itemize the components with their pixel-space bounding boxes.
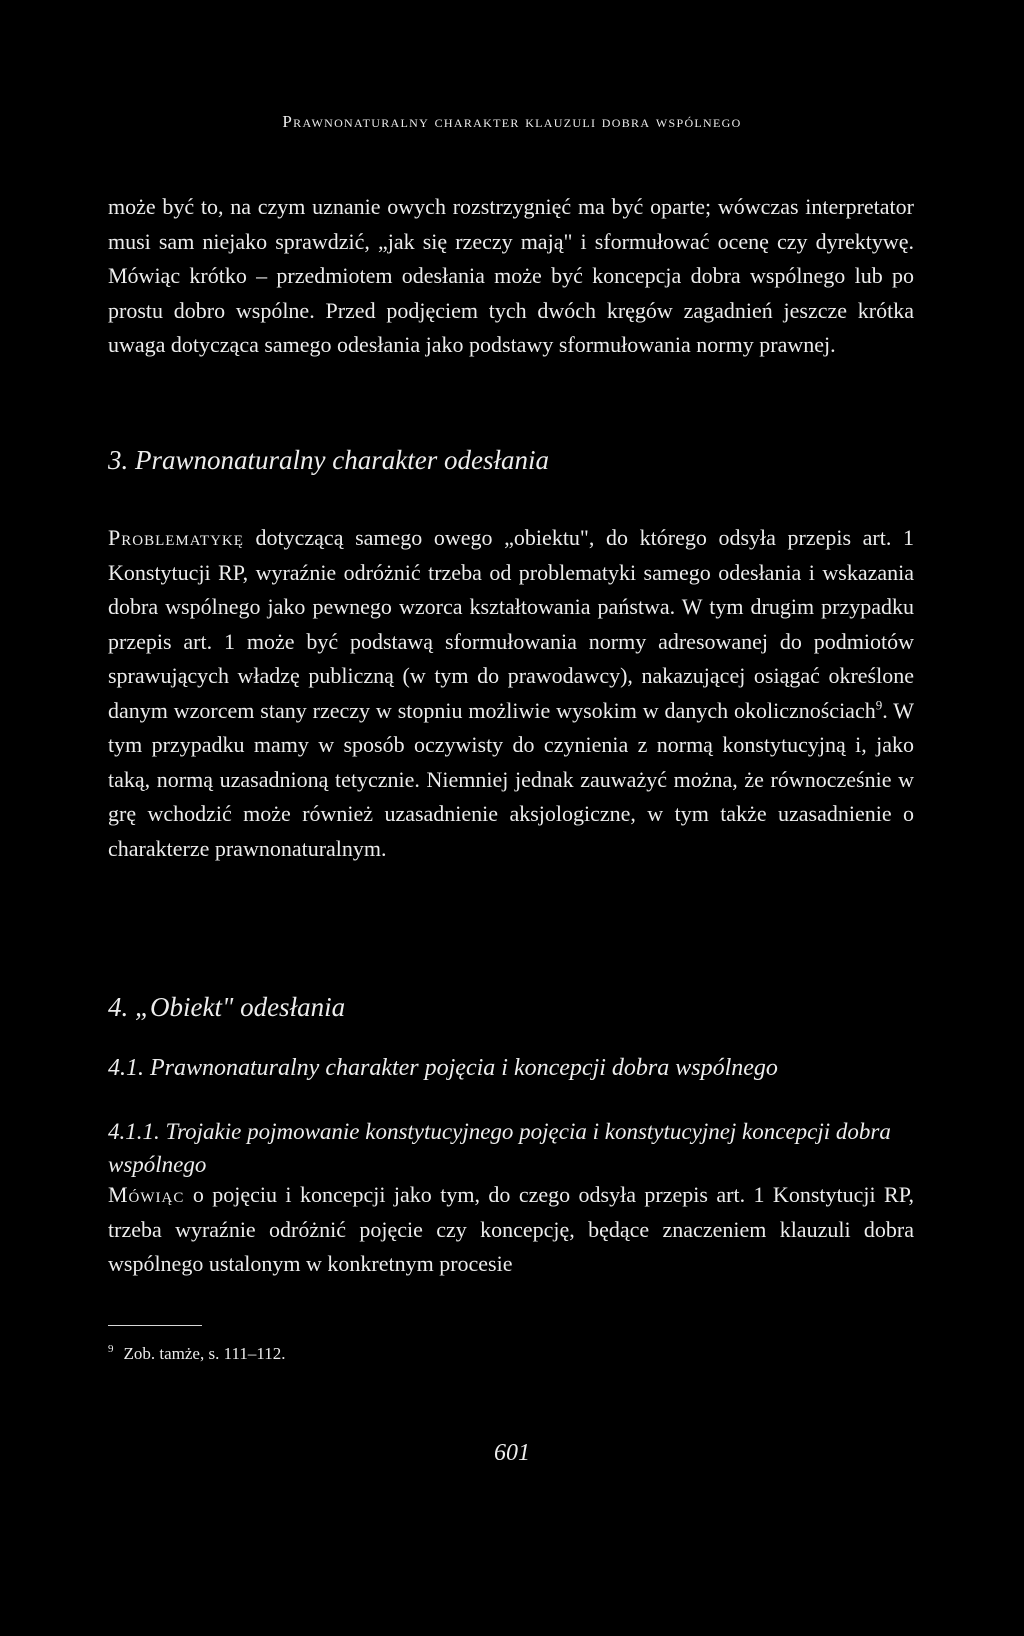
paragraph-3-text: o pojęciu i koncepcji jako tym, do czego odsyła przepis art. 1 Konstytucji RP, trzeba wyraźnie odróżnić pojęcie czy koncepcję, będące znaczeniem klauzuli dobra wspólnego ustalonym w konkretnym procesie: [108, 1182, 914, 1276]
page-number: 601: [494, 1440, 530, 1466]
paragraph-3-lead: Mówiąc: [108, 1182, 185, 1207]
footnote-reference: 9: [875, 697, 883, 713]
paragraph-problematyke: [108, 521, 914, 866]
section-4-heading: 4. „Obiekt" odesłania: [108, 992, 346, 1022]
paragraph-2: [108, 521, 914, 866]
paragraph-2-text-a: dotyczącą samego owego „obiektu", do którego odsyła przepis art. 1 Konstytucji RP, wyraźnie odróżnić trzeba od problematyki samego odesłania i wskazania dobra wspólnego jako pewnego wzorca kształtowania państwa. W tym drugim przypadku przepis art. 1 może być podstawą sformułowania normy adresowanej do podmiotów sprawujących władzę publiczną (w tym do prawodawcy), nakazującej osiągać określone danym wzorcem stany rzeczy w stopniu możliwie wysokim w danych okolicznościach: [108, 525, 914, 723]
footnote-text: Zob. tamże, s. 111–112.: [123, 1344, 286, 1363]
footnote-divider: [108, 1325, 202, 1326]
footnote-mark: 9: [108, 1343, 114, 1356]
paragraph-2-lead: Problematykę: [108, 525, 244, 550]
paragraph-1: może być to, na czym uznanie owych rozstrzygnięć ma być oparte; wówczas interpretator musi sam niejako sprawdzić, „jak się rzeczy mają" i sformułować ocenę czy dyrektywę. Mówiąc krótko – przedmiotem odesłania może być koncepcja dobra wspólnego lub po prostu dobro wspólne. Przed podjęciem tych dwóch kręgów zagadnień jeszcze krótka uwaga dotycząca samego odesłania jako podstawy sformułowania normy prawnej.: [108, 194, 914, 357]
running-head: Prawnonaturalny charakter klauzuli dobra wspólnego: [282, 112, 742, 131]
paragraph-continuation: [108, 190, 914, 363]
paragraph-mowiac: [108, 1178, 914, 1282]
paragraph-2-text-b: . W tym przypadku mamy w sposób oczywisty do czynienia z normą konstytucyjną i, jako taką, normą uzasadnioną tetycznie. Niemniej jednak zauważyć można, że równocześnie w grę wchodzić może również uzasadnienie aksjologiczne, w tym także uzasadnienie o charakterze prawnonaturalnym.: [108, 697, 914, 861]
section-4-1-1-heading: 4.1.1. Trojakie pojmowanie konstytucyjnego pojęcia i konstytucyjnej koncepcji dobra wspólnego: [108, 1119, 891, 1177]
section-4-1-heading: 4.1. Prawnonaturalny charakter pojęcia i koncepcji dobra wspólnego: [108, 1055, 778, 1081]
section-3-heading: 3. Prawnonaturalny charakter odesłania: [108, 445, 549, 475]
paragraph-3: [108, 1178, 914, 1282]
footnote: [108, 1344, 285, 1364]
